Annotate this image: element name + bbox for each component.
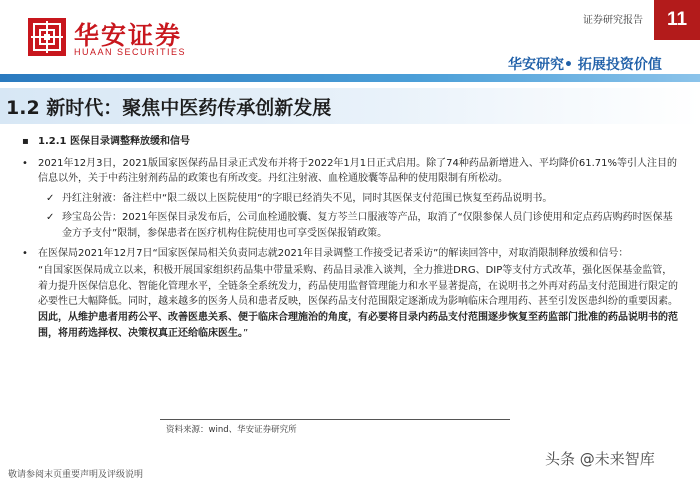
paragraph-1 [22, 156, 682, 187]
list-item-text: 珍宝岛公告：2021年医保目录发布后，公司血栓通胶囊、复方芩兰口服液等产品，取消了“仅限参保人员门诊使用和定点药店购药时医保基金方予支付”限制，参保患者在医疗机构住院使用也可享受医保报销政策。 [62, 212, 673, 239]
header-divider [0, 74, 700, 82]
paragraph-2-text: 在医保局2021年12月7日“国家医保局相关负责同志就2021年目录调整工作接受记者采访”的解读回答中，对取消限制释放缓和信号： [38, 247, 629, 259]
checkmark-icon: ✓ [46, 212, 55, 224]
paragraph-2 [22, 246, 682, 262]
main-content [22, 134, 682, 341]
bullet-icon: ▪ [22, 136, 29, 147]
logo-english-name: HUAAN SECURITIES [74, 47, 187, 57]
disclaimer-text: 敬请参阅末页重要声明及评级说明 [8, 470, 144, 480]
list-item [22, 210, 682, 241]
report-type-label: 证券研究报告 [583, 15, 643, 26]
checkmark-icon: ✓ [46, 192, 55, 204]
quote-bold-text: 因此，从维护患者用药公平、改善医患关系、便于临床合理施治的角度，有必要将目录内药品支付范围逐步恢复至药监部门批准的药品说明书的范围，将用药选择权、决策权真正还给临床医生。 [38, 311, 678, 339]
header-slogan: 华安研究• 拓展投资价值 [508, 57, 662, 73]
logo-chinese-name: 华安证券 [74, 21, 183, 50]
company-logo-icon [28, 18, 66, 56]
bullet-icon: • [22, 157, 28, 169]
source-divider [160, 419, 510, 420]
page-number: 11 [654, 0, 700, 40]
list-item-text: 丹红注射液：备注栏中“限二级以上医院使用”的字眼已经消失不见，同时其医保支付范围已恢复至药品说明书。 [62, 192, 553, 204]
list-item [22, 191, 682, 207]
paragraph-1-text: 2021年12月3日，2021版国家医保药品目录正式发布并将于2022年1月1日正式启用。除了74种药品新增进入、平均降价61.71%等引人注目的信息以外，关于中药注射剂药品的政策也有所改变。丹红注射液、血栓通胶囊等品种的使用限制有所松动。 [38, 157, 678, 185]
quote-text: “自国家医保局成立以来，积极开展国家组织药品集中带量采购、药品目录准入谈判，全力推进DRG、DIP等支付方式改革，强化医保基金监管，着力提升医保信息化、智能化管理水平，全链条全系统发力，药品使用监督管理能力和水平显著提高，在说明书之外再对药品支付范围进行限定的必要性已大幅降低。同时，越来越多的医务人员和患者反映，医保药品支付范围限定逐渐成为影响临床合理用药、甚至引发医患纠纷的重要因素。 [38, 265, 678, 308]
quote-close: ” [243, 327, 249, 339]
source-note: 资料来源：wind、华安证券研究所 [166, 425, 297, 435]
subheading [22, 134, 682, 150]
subheading-text: 1.2.1 医保目录调整释放缓和信号 [38, 136, 190, 147]
watermark: 头条 @未来智库 [545, 450, 655, 468]
bullet-icon: • [22, 247, 28, 259]
section-title: 1.2 新时代：聚焦中医药传承创新发展 [6, 97, 332, 119]
quote-block [22, 263, 682, 341]
